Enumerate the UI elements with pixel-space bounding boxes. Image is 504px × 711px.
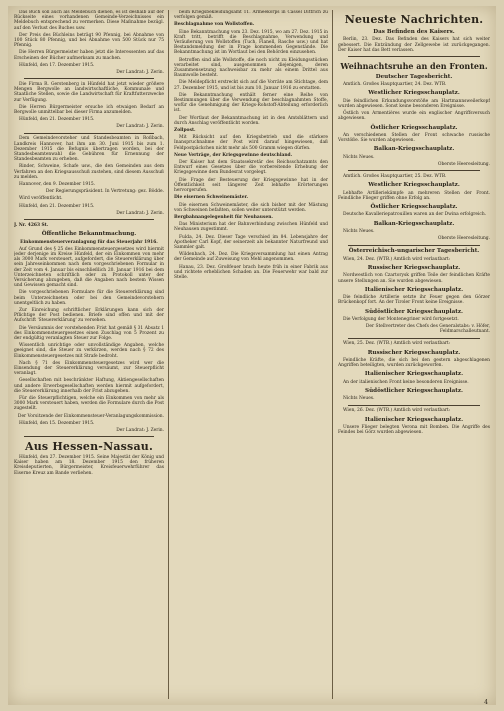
paragraph: Hanau, 23. Dez. Großfeuer brach heute früh in einer Fabrik aus und richtete erheblichen Schaden an. Die Feuerwehr war bald zur Stelle. (174, 264, 328, 280)
dateline: Wien, 25. Dez. (WTB.) Amtlich wird verlautbart: (343, 341, 451, 347)
signature: Der Vorsitzende der Einkommensteuer-Veranlagungskommission. (17, 413, 164, 419)
theater-heading: Östlicher Kriegsschauplatz. (370, 204, 458, 211)
paragraph: Feindliche Kräfte, die sich bei den gestern abgeschlagenen Angriffen beteiligten, wurden zurückgeworfen. (338, 357, 490, 369)
article-heading: Das Befinden des Kaisers. (373, 29, 455, 35)
paragraph: Dem Gemeindevorsteher und Standesbeamten in Roßbach, Landkreis Hannover, hat ihm am 30. Juni 1915 bis zum 1. Dezember 1915 die Befugnis übertragen worden, bei der Standesbeamtenwahl die Gebühren für Ernennung der Standesbeamten zu erheben. (14, 136, 164, 163)
dateline: Wien, 24. Dez. (WTB.) Amtlich wird verlautbart: (343, 256, 451, 262)
divider (24, 133, 154, 134)
column-rule (168, 10, 169, 699)
column-right (338, 10, 490, 699)
paragraph: Die Firma R. Gerstenberg in Hünfeld hat jetzt wieder größere Mengen Bergwolle an landwirtschaftliche, Kommunale und Staatliche Stellen, sowie die Landwirtschaft für Kraftfutterzwecke zur Verfügung. (14, 82, 164, 103)
paragraph: Unsere Flieger belegten Verona mit Bomben. Die Angriffe des Feindes bei Görz wurden abgewiesen. (338, 424, 490, 436)
column-left (14, 10, 164, 699)
dateline: Hünfeld, den 21. Dezember 1915. (19, 203, 95, 209)
paragraph: Die Herren Bürgermeister ersuche ich etwaigen Bedarf an Bergwolle unmittelbar bei dieser Firma anzumelden. (14, 104, 164, 116)
divider (24, 219, 154, 220)
paragraph: Die feindlichen Erkundungsvorstöße am Hartmannsweilerkopf wurden abgewiesen. Sonst keine besonderen Ereignisse. (338, 98, 490, 110)
dateline: Amtlich. Großes Hauptquartier, 24. Dez. WTB. (343, 82, 447, 88)
signature: Der Landrat: J. Zerin. (116, 428, 164, 433)
divider (24, 436, 154, 437)
divider (24, 78, 154, 79)
paragraph: Nordwestlich von Czartorysk griffen Teile der feindlichen Kräfte unsere Stellungen an. Sie wurden abgewiesen. (338, 273, 490, 284)
signature: Der Landrat: J. Zerin. (116, 70, 164, 76)
theater-heading: Östlicher Kriegsschauplatz. (370, 124, 458, 131)
paragraph: Das Buch soll auch als Meldebuch dienen, es ist deshalb auf der Rückseite eines vorhandenen Gemeinde-Verzeichnisses ein Meldebuch entsprechend zu vermerken. Diese Maßnahme bezügl. auf den Verlust des Buches usw. (14, 10, 164, 31)
section-heading-local: Aus Hessen-Nassau. (24, 440, 154, 453)
divider (348, 405, 480, 406)
theater-heading: Russischer Kriegsschauplatz. (367, 349, 461, 356)
paragraph: beim Kriegsbekleidungsamt 11. Armeekorps in Cassel Dittrich zu verfolgen gemäß. (174, 10, 328, 21)
column-rule (332, 10, 333, 699)
paragraph: Die Herren Bürgermeister haben jetzt die Interessenten auf das Erscheinen der Bücher aufmerksam zu machen. (14, 50, 164, 61)
paragraph: Berlin, 23. Dez. Das Befinden des Kaisers hat sich weiter gebessert. Die Entzündung der Zellgewebe ist zurückgegangen. Der Kaiser hat das Bett verlassen. (338, 37, 490, 53)
paragraph: Auf Grund des § 25 des Einkommensteuergesetzes wird hiermit jeder derjenige im Kreise Hünfeld, der ein Einkommen von mehr als 3000 Mark versteuert, aufgefordert, die Steuererklärung über sein Jahreseinkommen nach dem vorgeschriebenen Formular in der Zeit vom 4. Januar bis einschließlich 20. Januar 1916 bei dem Unterzeichneten schriftlich oder zu Protokoll unter der Versicherung abzugeben, daß die Angaben nach bestem Wissen und Gewissen gemacht sind. (14, 246, 164, 289)
signature: Oberste Heeresleitung. (437, 162, 490, 168)
banner-heading: Weihnachtsruhe an den Fronten. (340, 60, 488, 71)
report-heading: Österreichisch-ungarischer Tagesbericht. (348, 248, 480, 255)
paragraph: An verschiedenen Stellen der Front schwache russische Vorstöße. Sie wurden abgewiesen. (338, 133, 490, 144)
divider (348, 170, 480, 171)
paragraph: Die Meldepflicht erstreckt sich auf die Vorräte am Stichtage, dem 27. Dezember 1915, und ist bis zum 10. Januar 1916 zu erstatten. (174, 80, 328, 91)
paragraph: Hünfeld, den 27. Dezember 1915. Seine Majestät der König und Kaiser haben am 18. Dezember 1915 den früheren Kreisdeputierten, Bürgermeister, Kreisfeuerwehrführer das Eiserne Kreuz am Bande verliehen. (14, 455, 164, 476)
theater-heading: Westlicher Kriegsschauplatz. (368, 90, 460, 97)
report-heading: Deutscher Tagesbericht. (375, 73, 453, 80)
newspaper-page (8, 6, 496, 705)
notice-title: Öffentliche Bekanntmachung. (41, 231, 137, 238)
dateline: Hünfeld, den 17. Dezember 1915. (19, 62, 95, 68)
paragraph: Die feindliche Artillerie setzte ihr Feuer gegen den Görzer Brückenkopf fort. An der Tiroler Front keine Ereignisse. (338, 295, 490, 306)
column-middle (174, 10, 328, 699)
paragraph: Die Bekanntmachung enthält ferner eine Reihe von Bestimmungen über die Verwendung der beschlagnahmten Stoffe, wofür die Genehmigung der Kriegs-Rohstoff-Abteilung erforderlich ist. (174, 92, 328, 114)
paragraph: Nichts Neues. (343, 229, 375, 235)
paragraph: Östlich von Armentières wurde ein englischer Angriffsversuch abgewiesen. (338, 111, 490, 122)
theater-heading: Südöstlicher Kriegsschauplatz. (365, 308, 463, 315)
paragraph: Nichts Neues. (343, 396, 375, 402)
article-heading: Die eisernen Schweinemäster. (174, 195, 249, 201)
paragraph: Der Kaiser hat dem Staatssekretär des Reichsschatzamts den Entwurf eines Gesetzes über die vorbereitende Erhebung der Kriegsgewinne dem Bundesrat vorgelegt. (174, 160, 328, 176)
signature: Der Landrat: J. Zerin. (116, 124, 164, 130)
dateline: Hünfeld, den 21. Dezember 1915. (19, 117, 95, 123)
paragraph: Der Wortlaut der Bekanntmachung ist in den Amtsblättern und durch Anschlag veröffentlicht worden. (174, 115, 328, 126)
reference-number: J. Nr. 4263 St. (14, 222, 49, 228)
article-heading: Zollpost. (174, 128, 196, 134)
paragraph: Wissentlich unrichtige oder unvollständige Angaben, welche geeignet sind, die Steuer zu verkürzen, werden nach § 72 des Einkommensteuergesetzes mit Strafe bedroht. (14, 343, 164, 359)
paragraph: Gesellschaften mit beschränkter Haftung, Aktiengesellschaften und andere Erwerbsgesellschaften werden hiermit aufgefordert, die Steuererklärung innerhalb der Frist abzugeben. (14, 378, 164, 394)
theater-heading: Balkan-Kriegsschauplatz. (373, 146, 455, 153)
paragraph: Nichts Neues. (343, 154, 375, 160)
paragraph: Die Versäumnis der vorstehenden Frist hat gemäß § 31 Absatz 1 des Einkommensteuergesetzes einen Zuschlag von 5 Prozent zu der endgültig veranlagten Steuer zur Folge. (14, 325, 164, 341)
paragraph: Lebhafte Artilleriekämpfe an mehreren Stellen der Front. Feindliche Flieger griffen ohne Erfolg an. (338, 190, 490, 201)
theater-heading: Südöstlicher Kriegsschauplatz. (365, 387, 463, 394)
paragraph: Betroffen sind alle Wollstoffe, die noch nicht zu Kleidungsstücken verarbeitet sind, ausgenommen diejenigen, deren Zusammensetzung nachweisbar zu mehr als einem Drittel aus Baumwolle besteht. (174, 57, 328, 79)
dateline: Hannover, den 9. Dezember 1915. (19, 182, 96, 188)
divider (348, 56, 480, 57)
paragraph: Für die Steuerpflichtigen, welche ein Einkommen von mehr als 3000 Mark versteuert haben, werden die Formulare durch die Post zugestellt. (14, 395, 164, 412)
dateline: Wien, 26. Dez. (WTB.) Amtlich wird verlautbart: (343, 408, 451, 414)
paragraph: Eine Bekanntmachung vom 23. Dez. 1915, wo am 27. Dez. 1915 in Kraft tritt, betrifft die Beschlagnahme, Verwendung und Veräußerung von Wollstoffen (Tuch, Flanell, Rasche usw.) und hat Bestandsmeldung der in Frage kommenden Gegenstände. Die Bekanntmachung ist im Wortlaut bei den Behörden einzusehen. (174, 29, 328, 56)
paragraph: An der italienischen Front keine besonderen Ereignisse. (343, 379, 469, 385)
dateline: Hünfeld, den 15. Dezember 1915. (19, 420, 95, 426)
theater-heading: Italienischer Kriegsschauplatz. (364, 371, 464, 378)
signature: Oberste Heeresleitung. (437, 236, 490, 242)
paragraph: Mit Rücksicht auf den Kriegsbetrieb und die stärkere Inanspruchnahme der Post wird darauf hingewiesen, daß Feldpostpäckchen nicht mehr als 500 Gramm wiegen dürfen. (174, 135, 328, 151)
theater-heading: Westlicher Kriegsschauplatz. (368, 182, 460, 189)
paragraph: Nach § 71 des Einkommensteuergesetzes wird wer die Einsendung der Steuererklärung versäumt, zur Steuerpflicht veranlagt. (14, 360, 164, 377)
article-heading: Neue Verträge, der Kriegsgewinne deutschland. (174, 152, 293, 158)
paragraph: Rinder, Schweine, Schafe usw., die den Gemeinden aus dem Verfahren an den Kriegsausschuß zustehen, sind diesem Ausschuß zu melden. (14, 164, 164, 180)
page-number: 4 (484, 699, 488, 706)
paragraph: Die vorgeschriebenen Formulare für die Steuererklärung sind beim Unterzeichneten oder bei den Gemeindevorstehern unentgeltlich zu haben. (14, 290, 164, 306)
theater-heading: Russischer Kriegsschauplatz. (367, 264, 461, 271)
paragraph: Die eisernen Schweinemäster, die sich bisher mit der Mästung von Schweinen befaßten, sollen weiter unterstützt werden. (174, 202, 328, 213)
paragraph: Die Verfolgung der Montenegriner wird fortgesetzt. (343, 316, 459, 322)
paragraph: Wildenbach, 24. Dez. Die Kriegsversammlung hat einen Antrag der Gemeinde auf Zuweisung von Mehl angenommen. (174, 252, 328, 263)
dateline: Amtlich. Großes Hauptquartier, 25. Dez. WTB. (343, 174, 447, 180)
paragraph: Fulda, 24. Dez. Dieser Tage verschied im 84. Lebensjahre der Apotheker Carl Kopf, der seinerzeit als bekannter Naturfreund und Sammler galt. (174, 234, 328, 250)
notice-subtitle: Einkommensteuerveranlagung für das Steuerjahr 1916. (20, 239, 158, 245)
paragraph: Das Ministerium hat der Bahnverbindung zwischen Hünfeld und Neuhausen zugestimmt. (174, 222, 328, 233)
paragraph: Die Frage der Besteuerung der Kriegsgewinne hat in der Öffentlichkeit seit längerer Zeit lebhafte Erörterungen hervorgerufen. (174, 177, 328, 194)
paragraph: Der Preis des Büchleins beträgt 90 Pfennig, bei Abnahme von 100 Stück 80 Pfennig, und bei Abnahme von 500 Stück nur 75 Pfennig. (14, 32, 164, 49)
theater-heading: Balkan-Kriegsschauplatz. (373, 220, 455, 227)
paragraph: Deutsche Kavalleriepatrouillen waren an der Dwina erfolgreich. (343, 212, 487, 218)
signature: Der Stellvertreter des Chefs des Generalstabs: v. Höfer, Feldmarschalleutnant. (365, 324, 490, 335)
theater-heading: Italienischer Kriegsschauplatz. (364, 416, 464, 423)
divider (348, 338, 480, 339)
theater-heading: Italienischer Kriegsschauplatz. (364, 286, 464, 293)
article-heading: Bergbahnangelegenheit für Neuhausen. (174, 214, 273, 220)
article-heading: Beschlagnahme von Wollstoffen. (174, 22, 255, 28)
signature: Der Landrat: J. Zerin. (116, 210, 164, 216)
section-heading-news: Neueste Nachrichten. (344, 13, 484, 26)
divider (348, 245, 480, 246)
paragraph: Zur Einreichung schriftlicher Erklärungen kann sich der Pflichtige der Post bedienen. Briefe sind offen und mit der Aufschrift 'Steuererklärung' zu versehen. (14, 307, 164, 324)
paragraph: Wird veröffentlicht. (19, 196, 63, 202)
signature: Der Regierungspräsident. In Vertretung: gez. Bödde. (45, 189, 164, 195)
